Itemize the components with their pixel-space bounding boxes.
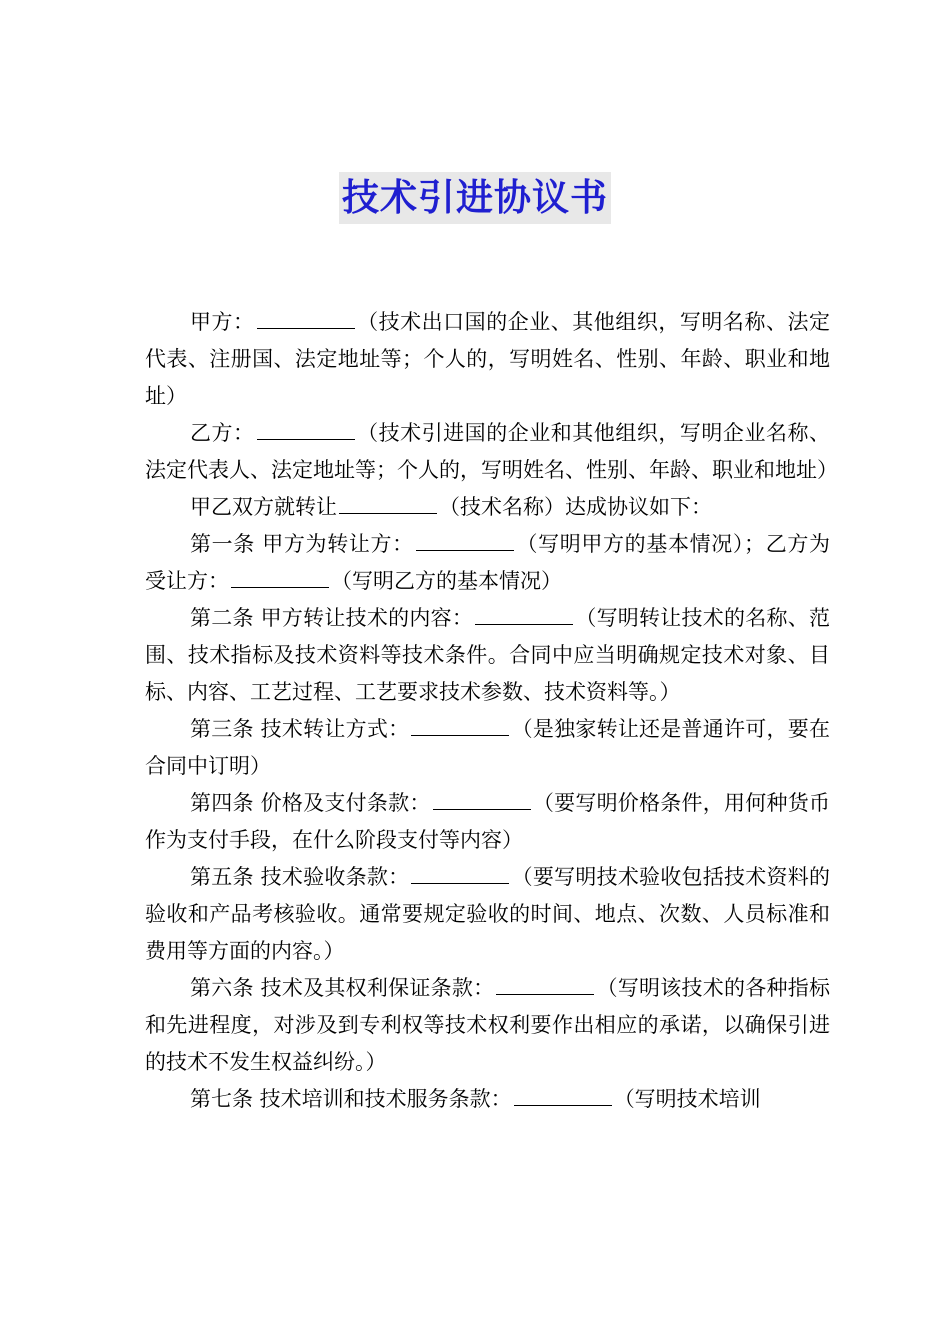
paragraph-text: 第六条 技术及其权利保证条款： xyxy=(190,976,495,1000)
paragraph-party-b xyxy=(145,415,838,489)
paragraph-text: 第三条 技术转让方式： xyxy=(190,717,410,741)
blank-line xyxy=(257,421,355,440)
blank-line xyxy=(475,606,573,625)
paragraph-text: （写明转让技术的名称、范围、技术指标及技术资料等技术条件。合同中应当明确规定技术对象、目标、内容、工艺过程、工艺要求技术参数、技术资料等。） xyxy=(145,606,830,704)
paragraph-text: 甲方： xyxy=(190,310,255,334)
blank-line xyxy=(433,791,531,810)
paragraph-party-a xyxy=(145,304,830,415)
paragraph-text: 第四条 价格及支付条款： xyxy=(190,791,431,815)
paragraph-text: （写明技术培训 xyxy=(613,1087,761,1111)
paragraph-text: 第五条 技术验收条款： xyxy=(190,865,410,889)
paragraph-text: （写明乙方的基本情况） xyxy=(331,569,562,593)
blank-line xyxy=(514,1087,612,1106)
title-container xyxy=(0,172,950,224)
paragraph-article-3 xyxy=(145,711,830,785)
blank-line xyxy=(416,532,514,551)
blank-line xyxy=(411,865,509,884)
paragraph-agreement xyxy=(145,489,830,526)
blank-line xyxy=(496,976,594,995)
paragraph-text: （是独家转让还是普通许可，要在合同中订明） xyxy=(145,717,830,778)
paragraph-text: （要写明价格条件，用何种货币作为支付手段，在什么阶段支付等内容） xyxy=(145,791,830,852)
blank-line xyxy=(231,569,329,588)
paragraph-article-1 xyxy=(145,526,830,600)
paragraph-text: （写明甲方的基本情况）；乙方为受让方： xyxy=(145,532,830,593)
paragraph-article-7 xyxy=(145,1081,830,1118)
paragraph-text: 乙方： xyxy=(190,421,255,445)
paragraph-article-5 xyxy=(145,859,830,970)
paragraph-text: （技术名称）达成协议如下： xyxy=(439,495,712,519)
document-body xyxy=(145,304,838,1118)
paragraph-text: （技术出口国的企业、其他组织，写明名称、法定代表、注册国、法定地址等；个人的，写明姓名、性别、年龄、职业和地址） xyxy=(145,310,831,408)
paragraph-text: （要写明技术验收包括技术资料的验收和产品考核验收。通常要规定验收的时间、地点、次数、人员标准和费用等方面的内容。） xyxy=(145,865,830,963)
paragraph-text: 第七条 技术培训和技术服务条款： xyxy=(190,1087,512,1111)
paragraph-text: 第二条 甲方转让技术的内容： xyxy=(190,606,474,630)
paragraph-article-2 xyxy=(145,600,830,711)
blank-line xyxy=(411,717,509,736)
blank-line xyxy=(257,310,355,329)
paragraph-text: 第一条 甲方为转让方： xyxy=(190,532,414,556)
blank-line xyxy=(339,495,437,514)
paragraph-text: （写明该技术的各种指标和先进程度，对涉及到专利权等技术权利要作出相应的承诺，以确保引进的技术不发生权益纠纷。） xyxy=(145,976,830,1074)
paragraph-text: 甲乙双方就转让 xyxy=(190,495,337,519)
paragraph-article-6 xyxy=(145,970,830,1081)
document-title: 技术引进协议书 xyxy=(339,172,611,224)
paragraph-article-4 xyxy=(145,785,830,859)
paragraph-text: （技术引进国的企业和其他组织，写明企业名称、法定代表人、法定地址等；个人的，写明姓名、性别、年龄、职业和地址） xyxy=(145,421,838,482)
